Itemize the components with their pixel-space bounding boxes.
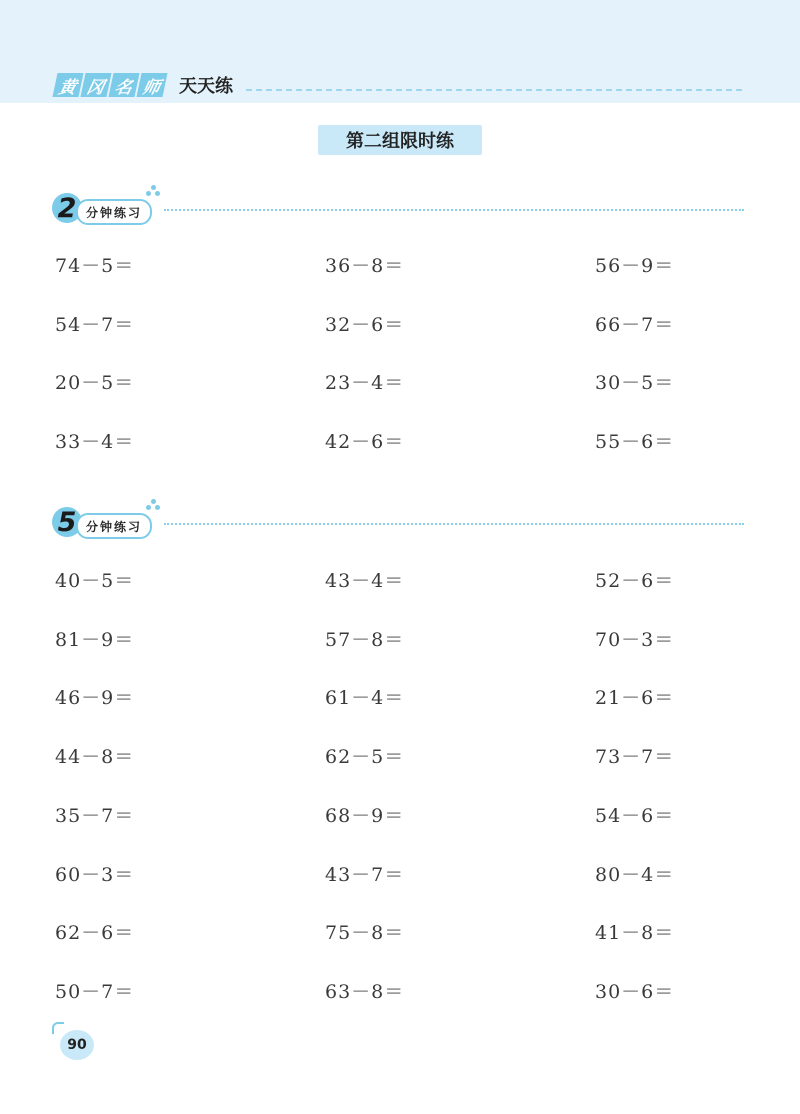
math-problem: 75－8＝ [325, 922, 405, 944]
math-problem: 80－4＝ [595, 864, 675, 886]
math-problem: 44－8＝ [55, 746, 135, 768]
droplet-icon [146, 185, 160, 199]
math-problem: 30－5＝ [595, 372, 675, 394]
page-title: 第二组限时练 [318, 125, 482, 155]
math-problem: 43－7＝ [325, 864, 405, 886]
section-number: 2 [52, 193, 82, 223]
section-label: 分钟练习 [76, 513, 152, 539]
math-problem: 56－9＝ [595, 255, 675, 277]
leaf-icon [52, 1022, 64, 1034]
math-problem: 74－5＝ [55, 255, 135, 277]
math-problem: 68－9＝ [325, 805, 405, 827]
brand-char: 黄 [52, 73, 83, 97]
brand-char: 师 [136, 73, 167, 97]
droplet-icon [146, 499, 160, 513]
section-label: 分钟练习 [76, 199, 152, 225]
math-problem: 55－6＝ [595, 431, 675, 453]
math-problem: 41－8＝ [595, 922, 675, 944]
math-problem: 36－8＝ [325, 255, 405, 277]
section-header-5min [52, 507, 752, 541]
math-problem: 46－9＝ [55, 687, 135, 709]
math-problem: 43－4＝ [325, 570, 405, 592]
math-problem: 54－6＝ [595, 805, 675, 827]
brand-char: 冈 [80, 73, 111, 97]
brand-char: 名 [108, 73, 139, 97]
math-problem: 21－6＝ [595, 687, 675, 709]
math-problem: 63－8＝ [325, 981, 405, 1003]
math-problem: 61－4＝ [325, 687, 405, 709]
section-header-2min [52, 193, 752, 227]
math-problem: 73－7＝ [595, 746, 675, 768]
math-problem: 42－6＝ [325, 431, 405, 453]
section-number: 5 [52, 507, 82, 537]
math-problem: 66－7＝ [595, 314, 675, 336]
math-problem: 35－7＝ [55, 805, 135, 827]
header-divider [246, 89, 742, 91]
math-problem: 52－6＝ [595, 570, 675, 592]
math-problem: 20－5＝ [55, 372, 135, 394]
brand-subtitle: 天天练 [179, 76, 233, 97]
math-problem: 54－7＝ [55, 314, 135, 336]
math-problem: 23－4＝ [325, 372, 405, 394]
math-problem: 50－7＝ [55, 981, 135, 1003]
math-problem: 40－5＝ [55, 570, 135, 592]
section-divider [164, 209, 744, 211]
math-problem: 60－3＝ [55, 864, 135, 886]
math-problem: 32－6＝ [325, 314, 405, 336]
math-problem: 62－5＝ [325, 746, 405, 768]
math-problem: 30－6＝ [595, 981, 675, 1003]
brand-logo [55, 72, 233, 98]
math-problem: 81－9＝ [55, 629, 135, 651]
math-problem: 57－8＝ [325, 629, 405, 651]
math-problem: 62－6＝ [55, 922, 135, 944]
page-number: 90 [60, 1030, 94, 1060]
math-problem: 33－4＝ [55, 431, 135, 453]
section-divider [164, 523, 744, 525]
math-problem: 70－3＝ [595, 629, 675, 651]
